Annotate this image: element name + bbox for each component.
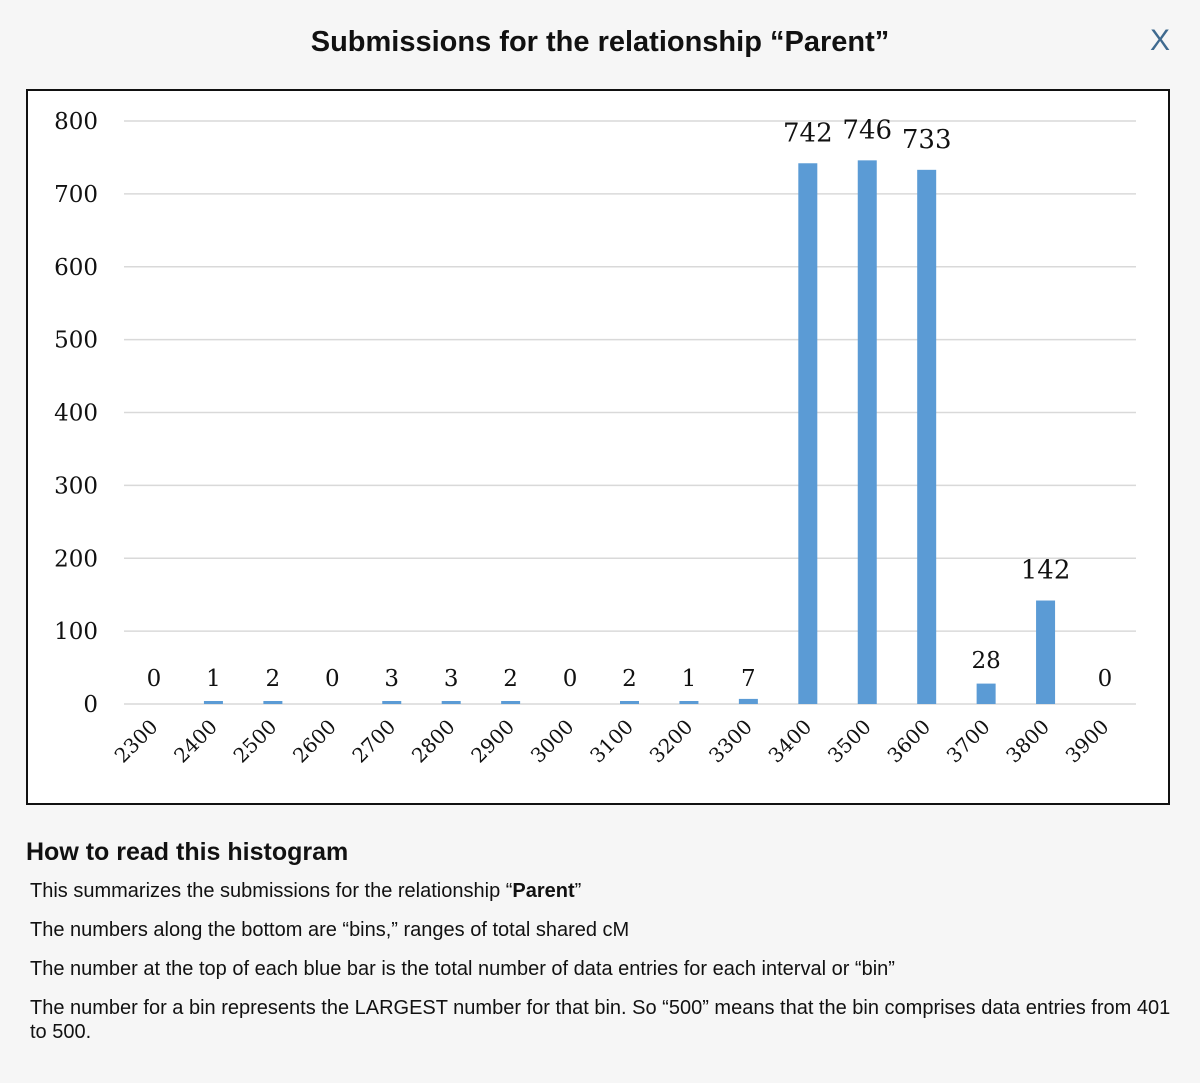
x-tick-label: 2600 <box>287 714 341 768</box>
data-label: 0 <box>146 666 162 692</box>
help-line-summary-start: This summarizes the submissions for the relationship “ <box>30 880 513 902</box>
help-line-bar-values: The number at the top of each blue bar is the total number of data entries for each interval or “bin” <box>30 958 895 980</box>
data-label: 2 <box>503 666 518 692</box>
x-tick-label: 2500 <box>228 714 282 768</box>
data-label: 3 <box>443 666 459 692</box>
data-label: 733 <box>901 124 952 155</box>
data-label: 2 <box>622 666 637 692</box>
x-tick-label: 3300 <box>703 714 757 768</box>
x-tick-label: 3500 <box>822 714 876 768</box>
bar <box>917 170 936 704</box>
relationship-name: Parent <box>512 880 575 902</box>
data-label: 2 <box>265 666 281 692</box>
y-tick-label: 600 <box>54 254 98 281</box>
x-tick-label: 2900 <box>466 714 520 768</box>
data-label: 0 <box>324 666 340 692</box>
help-line-summary-end: ” <box>574 880 582 902</box>
y-tick-label: 300 <box>54 473 98 500</box>
x-tick-label: 3200 <box>644 714 698 768</box>
y-tick-label: 0 <box>83 692 98 718</box>
bar <box>382 701 401 704</box>
y-tick-label: 100 <box>54 619 98 646</box>
data-label: 742 <box>782 118 833 149</box>
y-tick-label: 400 <box>54 400 98 427</box>
x-tick-label: 3600 <box>882 714 936 768</box>
bar <box>739 699 758 704</box>
data-label: 0 <box>562 666 578 692</box>
histogram-chart <box>26 89 1170 805</box>
x-tick-label: 3400 <box>763 714 817 768</box>
bar <box>263 701 282 704</box>
data-label: 28 <box>971 648 1001 674</box>
y-tick-label: 500 <box>54 327 98 354</box>
bar <box>501 701 520 704</box>
x-tick-label: 3100 <box>585 714 639 768</box>
help-line-summary <box>30 879 1176 903</box>
bar <box>798 163 817 704</box>
data-label: 746 <box>842 115 893 146</box>
data-label: 142 <box>1020 555 1071 586</box>
help-heading: How to read this histogram <box>26 838 349 866</box>
bar <box>620 701 639 704</box>
y-tick-label: 800 <box>54 109 98 135</box>
data-label: 1 <box>681 666 697 692</box>
bar <box>1036 601 1055 704</box>
help-line-bin-range: The number for a bin represents the LARGEST number for that bin. So “500” means that the bin comprises data entries from 401 to 500. <box>30 997 1171 1043</box>
y-tick-label: 200 <box>54 546 98 573</box>
bar <box>858 160 877 704</box>
data-label: 7 <box>741 666 756 692</box>
x-tick-label: 3800 <box>1001 714 1055 768</box>
data-label: 1 <box>206 666 221 692</box>
x-tick-label: 3000 <box>525 714 579 768</box>
bar <box>442 701 461 704</box>
x-tick-label: 3700 <box>941 714 995 768</box>
bar <box>679 701 698 704</box>
x-tick-label: 3900 <box>1060 714 1114 768</box>
histogram-svg <box>28 91 1168 803</box>
x-tick-label: 2400 <box>169 714 222 768</box>
y-tick-label: 700 <box>54 181 98 208</box>
x-tick-label: 2800 <box>406 714 460 768</box>
bar <box>204 701 223 704</box>
close-button[interactable]: X <box>1149 24 1170 57</box>
x-tick-label: 2700 <box>347 714 401 768</box>
modal-title: Submissions for the relationship “Parent” <box>310 26 890 58</box>
bar <box>977 684 996 704</box>
data-label: 3 <box>384 666 400 692</box>
x-tick-label: 2300 <box>109 714 163 768</box>
help-section <box>26 838 1176 1059</box>
help-line-bins: The numbers along the bottom are “bins,” ranges of total shared cM <box>30 919 630 941</box>
data-label: 0 <box>1097 666 1113 692</box>
